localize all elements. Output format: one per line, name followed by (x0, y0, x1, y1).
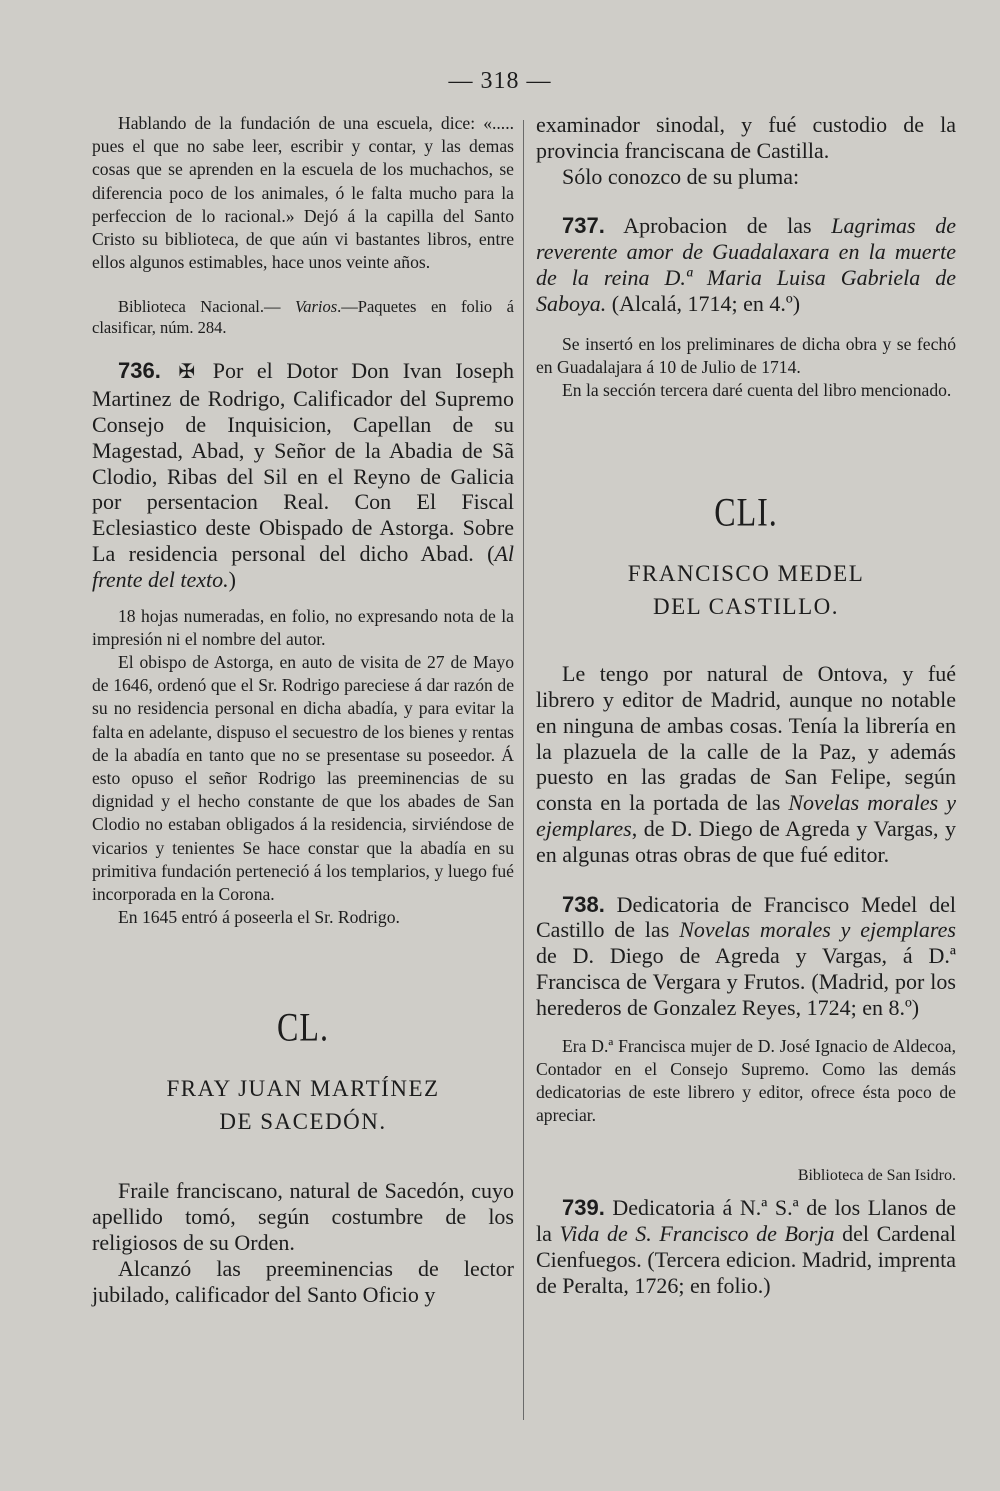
section-cl-numeral: CL. (277, 1004, 329, 1050)
cross-icon: ✠ (178, 361, 196, 384)
entry-736-text: Por el Dotor Don Ivan Ioseph Martinez de Rodrigo, Calificador del Supremo Consejo de Inquisicion, Capellan de su Magestad, Abad, y Señor de la Abadia de Sã Clodio, Ribas del Sil en el Reyno de Galicia por persentacion Real. Con El Fiscal Eclesiastico deste Obispado de Astorga. Sobre La residencia personal del dicho Abad. ( (92, 358, 515, 566)
entry-736 (92, 358, 514, 592)
source-citation (92, 296, 514, 338)
entry-739-italic: Vida de S. Francisco de Borja (559, 1221, 835, 1247)
entry-736-number: 736. (118, 358, 161, 384)
section-cl-bio-1: Fraile franciscano, natural de Sacedón, cuyo apellido tomó, según costumbre de los religiosos de su Orden. (92, 1178, 514, 1256)
entry-738 (536, 892, 956, 1021)
entry-736-description: 18 hojas numeradas, en folio, no expresando nota de la impresión ni el nombre del autor. (92, 605, 514, 649)
source-pre: Biblioteca Nacional.— (118, 297, 295, 317)
entry-738-pre: Dedicatoria de Francisco Medel del Castillo de las (536, 891, 957, 943)
cli-bio-post: , de D. Diego de Agreda y Vargas, y en algunas otras obras de que fué editor. (536, 815, 956, 867)
entry-739-post: del Cardenal Cienfuegos. (Tercera edicion. Madrid, imprenta de Peralta, 1726; en folio.) (536, 1221, 956, 1298)
entry-737-pre: Aprobacion de las (623, 213, 832, 239)
section-cli-heading-2: DEL CASTILLO. (652, 594, 839, 620)
section-cl-heading-1: FRAY JUAN MARTÍNEZ (166, 1076, 440, 1102)
section-cli-bio (536, 661, 956, 867)
section-cl-bio-2: Alcanzó las preeminencias de lector jubilado, calificador del Santo Oficio y (92, 1255, 514, 1307)
entry-737-title: Lagrimas de reverente amor de Guadalaxara en la muerte de la reina D.ª Maria Luisa Gabriela de Saboya. (536, 213, 957, 316)
entry-739-number: 739. (562, 1195, 605, 1221)
entry-737-note-1: Se insertó en los preliminares de dicha obra y se fechó en Guadalajara á 10 de Julio de 1714. (536, 333, 956, 377)
entry-739-pre: Dedicatoria á N.ª S.ª de los Llanos de la (536, 1195, 957, 1247)
section-cli-heading-1: FRANCISCO MEDEL (627, 561, 865, 587)
page-number: — 318 — (448, 68, 552, 94)
bio-continuation: examinador sinodal, y fué custodio de la provincia franciscana de Castilla. (536, 112, 956, 163)
source-italic: Varios (294, 297, 338, 317)
entry-736-note-2: En 1645 entró á poseerla el Sr. Rodrigo. (118, 907, 400, 928)
section-cli-numeral: CLI. (714, 489, 778, 535)
entry-738-source: Biblioteca de San Isidro. (797, 1167, 956, 1185)
entry-738-italic: Novelas morales y ejemplares (679, 917, 956, 943)
entry-738-note: Era D.ª Francisca mujer de D. José Ignacio de Aldecoa, Contador en el Consejo Supremo. Como las demás dedicatorias de este librero y editor, ofrece ésta poco de apreciar. (536, 1035, 956, 1126)
left-column (92, 112, 514, 1307)
entry-737-post: (Alcalá, 1714; en 4.º) (606, 290, 801, 316)
right-column (536, 112, 956, 1299)
cli-bio-pre: Le tengo por natural de Ontova, y fué librero y editor de Madrid, aunque no notable en ninguna de ambas cosas. Tenía la librería en la plazuela de la calle de la Paz, y además puesto en las gradas de San Felipe, según consta en la portada de las (536, 661, 956, 816)
column-divider (523, 120, 524, 1420)
bio-known-works: Sólo conozco de su pluma: (562, 163, 800, 189)
entry-738-number: 738. (562, 891, 605, 917)
intro-paragraph: Hablando de la fundación de una escuela, dice: «..... pues el que no sabe leer, escribir y contar, y las demas cosas que se aprenden en la escuela de los muchachos, se diferencia poco de los animales, ó le falta mucho para la perfeccion de lo racional.» Dejó á la capilla del Santo Cristo su biblioteca, de que aún vi bastantes libros, entre ellos algunos estimables, hace unos veinte años. (92, 113, 514, 273)
source-post: .—Paquetes en folio á clasificar, núm. 284. (92, 297, 514, 338)
entry-736-italic: Al frente del texto. (92, 541, 514, 592)
entry-737-number: 737. (562, 213, 605, 239)
cli-bio-italic: Novelas morales y ejemplares (536, 790, 957, 841)
entry-739 (536, 1195, 956, 1298)
entry-736-close: ) (228, 566, 236, 592)
entry-736-note-1: El obispo de Astorga, en auto de visita de 27 de Mayo de 1646, ordenó que el Sr. Rodrigo pareciese á dar razón de su no residencia personal en dicha abadía, y para evitar la falta en adelante, dispuso el secuestro de los bienes y rentas de la abadía en tanto que no se presentase su poseedor. Á esto opuso el señor Rodrigo las preeminencias de su dignidad y el hecho constante de que los abades de San Clodio no estaban obligados á la residencia, sirviéndose de vicarios y tenientes Se hace constar que la abadía en su primitiva fundación perteneció á los templarios, y luego fué incorporada en la Corona. (92, 652, 514, 905)
entry-738-post: de D. Diego de Agreda y Vargas, á D.ª Francisca de Vergara y Frutos. (Madrid, por los herederos de Gonzalez Reyes, 1724; en 8.º) (536, 943, 956, 1020)
entry-737 (536, 213, 956, 316)
entry-737-note-2: En la sección tercera daré cuenta del libro mencionado. (562, 379, 952, 400)
section-cl-heading-2: DE SACEDÓN. (219, 1109, 387, 1135)
